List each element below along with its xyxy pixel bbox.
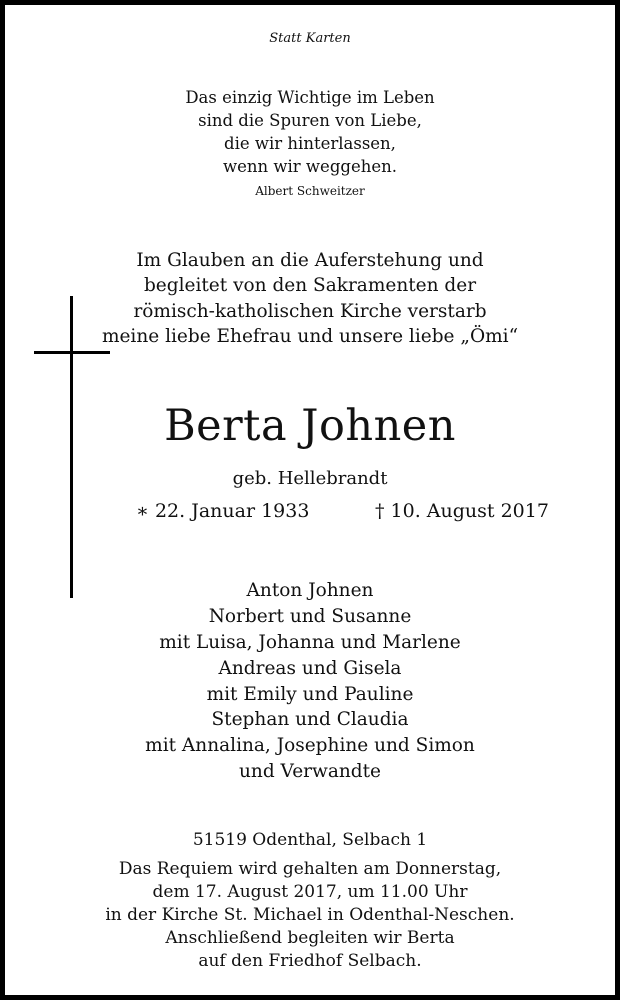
deceased-name: Berta Johnen [164,401,456,451]
family-line-6: Stephan und Claudia [211,709,409,730]
requiem-line-3: in der Kirche St. Michael in Odenthal-Neschen. [105,905,515,925]
requiem-line-4: Anschließend begleiten wir Berta [165,928,455,948]
birth-date: ∗ 22. Januar 1933 [136,500,310,522]
header-note: Statt Karten [269,31,351,46]
intro-line-3: römisch-katholischen Kirche verstarb [133,301,487,322]
family-line-5: mit Emily und Pauline [206,684,414,705]
requiem-line-5: auf den Friedhof Selbach. [198,951,422,971]
intro-line-1: Im Glauben an die Auferstehung und [136,250,484,271]
address: 51519 Odenthal, Selbach 1 [192,830,428,850]
cross-horizontal-bar [34,351,110,354]
quote-line-4: wenn wir weggehen. [223,157,397,176]
family-line-2: Norbert und Susanne [208,606,412,627]
family-line-8: und Verwandte [238,761,381,782]
maiden-name: geb. Hellebrandt [232,468,388,489]
requiem-line-1: Das Requiem wird gehalten am Donnerstag, [118,859,502,879]
intro-line-2: begleitet von den Sakramenten der [143,275,477,296]
requiem-line-2: dem 17. August 2017, um 11.00 Uhr [152,882,468,902]
intro-line-4: meine liebe Ehefrau und unsere liebe „Ömi“ [101,326,519,347]
family-line-1: Anton Johnen [246,580,374,601]
family-line-7: mit Annalina, Josephine und Simon [145,735,475,756]
quote-line-1: Das einzig Wichtige im Leben [185,88,435,107]
death-date: † 10. August 2017 [375,500,549,522]
family-line-4: Andreas und Gisela [218,658,402,679]
quote-author: Albert Schweitzer [255,184,365,198]
family-line-3: mit Luisa, Johanna und Marlene [159,632,461,653]
quote-line-3: die wir hinterlassen, [224,134,396,153]
quote-line-2: sind die Spuren von Liebe, [198,111,422,130]
